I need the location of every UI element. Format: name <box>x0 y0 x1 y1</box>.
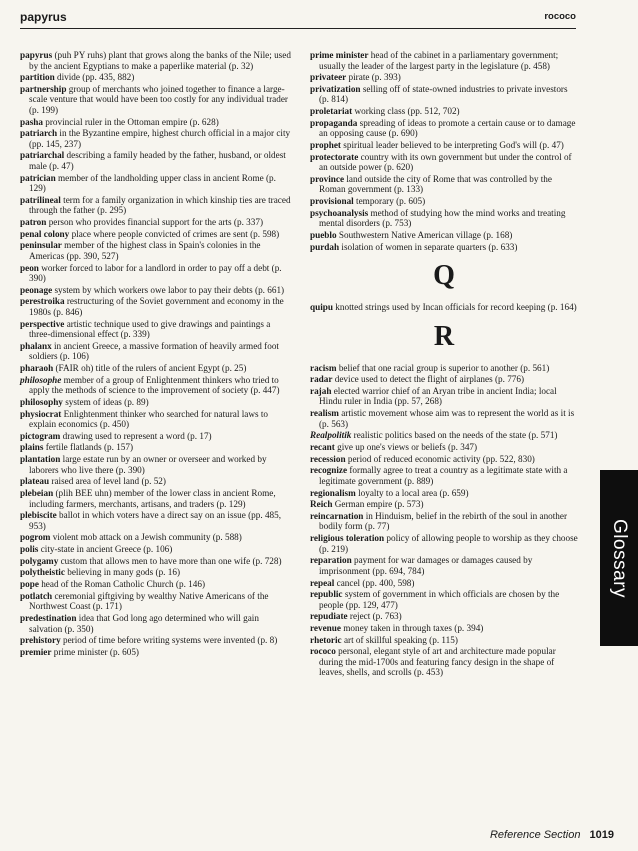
glossary-entry <box>310 208 578 229</box>
glossary-column-left <box>20 50 292 659</box>
glossary-entry <box>20 476 292 487</box>
header-first-term: papyrus <box>20 10 67 24</box>
glossary-definition: restructuring of the Soviet government and economy in the 1980s (p. 846) <box>29 296 284 317</box>
glossary-entry <box>20 117 292 128</box>
glossary-entry <box>20 532 292 543</box>
glossary-definition: ballot in which voters have a direct say on an issue (pp. 485, 953) <box>29 510 282 531</box>
glossary-definition: period of reduced economic activity (pp. 522, 830) <box>347 453 535 464</box>
glossary-entry <box>20 84 292 116</box>
glossary-entry <box>20 431 292 442</box>
glossary-entry <box>20 375 292 396</box>
glossary-entry <box>310 555 578 576</box>
glossary-entry <box>310 50 578 71</box>
glossary-definition: Southwestern Native American village (p. 168) <box>338 229 513 240</box>
glossary-definition: idea that God long ago determined who will gain salvation (p. 350) <box>29 613 259 634</box>
glossary-entry <box>20 442 292 453</box>
glossary-definition: member of the landholding upper class in ancient Rome (p. 129) <box>29 172 276 194</box>
glossary-term: regionalism <box>310 487 356 498</box>
glossary-definition: place where people convicted of crimes are sent (p. 598) <box>71 228 280 239</box>
glossary-entry <box>20 50 292 71</box>
header-last-term: rococo <box>544 11 576 22</box>
glossary-definition: artistic movement whose aim was to represent the world as it is (p. 563) <box>319 408 575 429</box>
glossary-side-tab <box>600 470 638 646</box>
glossary-entry <box>20 240 292 261</box>
glossary-term: religious toleration <box>310 533 385 544</box>
glossary-term: protectorate <box>310 151 359 162</box>
glossary-entry <box>310 611 578 622</box>
glossary-definition: cancel (pp. 400, 598) <box>336 577 415 588</box>
footer-section-label: Reference Section <box>489 829 581 841</box>
glossary-entry <box>310 118 578 139</box>
glossary-term: pictogram <box>20 430 61 441</box>
glossary-entry <box>310 363 578 374</box>
glossary-definition: loyalty to a local area (p. 659) <box>358 487 469 498</box>
glossary-definition: country with its own government but under the control of an outside power (p. 620) <box>319 151 572 173</box>
glossary-entry <box>310 499 578 510</box>
glossary-definition: payment for war damages or damages caused by imprisonment (pp. 694, 784) <box>319 555 533 576</box>
glossary-definition: land outside the city of Rome that was controlled by the Roman government (p. 133) <box>319 173 552 195</box>
glossary-definition: system by which workers owe labor to pay their debts (p. 661) <box>54 284 285 295</box>
glossary-entry <box>310 230 578 241</box>
glossary-definition: elected warrior chief of an Aryan tribe in ancient India; local Hindu ruler in India (pp. 57, 268) <box>319 385 557 407</box>
glossary-entry <box>310 635 578 646</box>
glossary-term: physiocrat <box>20 408 62 419</box>
glossary-entry <box>310 408 578 429</box>
glossary-term: patriarchal <box>20 150 65 161</box>
glossary-definition: isolation of women in separate quarters (p. 633) <box>341 241 518 252</box>
glossary-term: plantation <box>20 454 61 465</box>
glossary-term: rococo <box>310 646 336 657</box>
glossary-entry <box>310 465 578 486</box>
entry-list-q <box>310 302 578 313</box>
glossary-term: prophet <box>310 139 341 150</box>
page-header <box>20 10 576 29</box>
glossary-entry <box>20 72 292 83</box>
glossary-definition: member of the highest class in Spain's colonies in the Americas (pp. 390, 527) <box>29 240 261 261</box>
glossary-term: partition <box>20 72 55 83</box>
glossary-term: recession <box>310 453 346 464</box>
glossary-term: rhetoric <box>310 634 342 645</box>
glossary-term: racism <box>310 362 337 373</box>
glossary-term: plateau <box>20 476 50 487</box>
glossary-term: reparation <box>310 555 352 566</box>
glossary-definition: method of studying how the mind works and treating mental disorders (p. 753) <box>319 207 566 229</box>
glossary-entry <box>310 374 578 385</box>
glossary-entry <box>310 430 578 441</box>
glossary-term: pogrom <box>20 532 51 543</box>
glossary-entry <box>20 556 292 567</box>
glossary-entry <box>20 341 292 362</box>
glossary-entry <box>310 84 578 105</box>
glossary-definition: system of government in which officials are chosen by the people (pp. 129, 477) <box>319 589 560 610</box>
glossary-entry <box>310 302 578 313</box>
glossary-term: plebeian <box>20 488 54 498</box>
glossary-term: peonage <box>20 284 53 295</box>
glossary-entry <box>20 454 292 475</box>
glossary-term: phalanx <box>20 340 52 351</box>
glossary-term: privatization <box>310 83 361 94</box>
glossary-term: quipu <box>310 302 333 313</box>
glossary-entry <box>20 397 292 408</box>
glossary-entry <box>310 533 578 554</box>
glossary-term: recant <box>310 442 335 452</box>
glossary-entry <box>20 613 292 634</box>
glossary-term: rajah <box>310 385 332 396</box>
glossary-term: patriarch <box>20 128 58 139</box>
glossary-entry <box>310 386 578 407</box>
glossary-definition: prime minister (p. 605) <box>53 646 139 657</box>
glossary-definition: give up one's views or beliefs (p. 347) <box>337 442 478 452</box>
glossary-definition: formally agree to treat a country as a legitimate state with a legitimate government (p. 889) <box>319 465 568 486</box>
glossary-definition: in Hinduism, belief in the rebirth of the soul in another bodily form (p. 77) <box>319 510 568 532</box>
glossary-definition: provincial ruler in the Ottoman empire (p. 628) <box>45 116 219 127</box>
glossary-term: Reich <box>310 499 333 510</box>
glossary-definition: personal, elegant style of art and architecture made popular during the mid-1700s and featuring fancy design in the shape of leaves, shells, and scrolls (p. 453) <box>319 646 556 678</box>
glossary-entry <box>310 578 578 589</box>
glossary-definition: (plih BEE uhn) member of the lower class in ancient Rome, including farmers, merchants, artisans, and traders (p. 129) <box>29 488 276 509</box>
glossary-definition: member of a group of Enlightenment thinkers who tried to apply the methods of science to the improvement of society (p. 447) <box>29 374 280 396</box>
glossary-definition: term for a family organization in which kinship ties are traced through the father (p. 295) <box>29 194 291 216</box>
glossary-definition: knotted strings used by Incan officials for record keeping (p. 164) <box>335 302 577 313</box>
glossary-definition: believing in many gods (p. 16) <box>67 567 181 578</box>
glossary-definition: head of the Roman Catholic Church (p. 146) <box>41 579 206 590</box>
glossary-term: province <box>310 173 345 184</box>
glossary-entry <box>310 242 578 253</box>
glossary-term: privateer <box>310 72 347 83</box>
glossary-term: polygamy <box>20 555 59 566</box>
glossary-definition: pirate (p. 393) <box>348 72 401 83</box>
glossary-term: plains <box>20 442 44 453</box>
glossary-column-right <box>310 50 578 679</box>
glossary-term: premier <box>20 646 52 657</box>
glossary-term: recognize <box>310 465 348 476</box>
page-number: 1019 <box>589 829 614 841</box>
glossary-term: prehistory <box>20 635 61 646</box>
glossary-term: patrician <box>20 172 56 183</box>
glossary-entry <box>310 442 578 453</box>
glossary-entry <box>20 285 292 296</box>
glossary-entry <box>20 128 292 149</box>
glossary-entry <box>310 646 578 678</box>
glossary-definition: in ancient Greece, a massive formation of heavily armed foot soldiers (p. 106) <box>29 340 279 362</box>
glossary-definition: art of skillful speaking (p. 115) <box>343 634 458 645</box>
glossary-term: proletariat <box>310 106 353 117</box>
glossary-entry <box>20 647 292 658</box>
glossary-term: pharaoh <box>20 363 54 373</box>
glossary-definition: violent mob attack on a Jewish community (p. 588) <box>52 532 242 543</box>
glossary-entry <box>310 174 578 195</box>
side-tab-label: Glossary <box>609 518 630 598</box>
glossary-entry <box>310 623 578 634</box>
glossary-entry <box>310 454 578 465</box>
glossary-definition: fertile flatlands (p. 157) <box>45 442 134 453</box>
glossary-definition: (puh PY ruhs) plant that grows along the banks of the Nile; used by the ancient Egyptians to make a paperlike material (p. 32) <box>29 50 291 71</box>
glossary-entry <box>20 319 292 340</box>
glossary-definition: worker forced to labor for a landlord in order to pay off a debt (p. 390) <box>29 262 282 284</box>
glossary-term: peon <box>20 262 39 273</box>
glossary-entry <box>20 409 292 430</box>
glossary-definition: reject (p. 763) <box>349 611 402 622</box>
glossary-definition: in the Byzantine empire, highest church official in a major city (pp. 145, 237) <box>29 128 291 149</box>
glossary-term: repeal <box>310 577 335 588</box>
glossary-term: prime minister <box>310 50 369 60</box>
glossary-definition: person who provides financial support for the arts (p. 337) <box>48 217 264 227</box>
glossary-term: radar <box>310 374 333 385</box>
glossary-entry <box>20 173 292 194</box>
glossary-definition: spiritual leader believed to be interpreting God's will (p. 47) <box>343 139 564 150</box>
glossary-entry <box>20 296 292 317</box>
glossary-term: philosophe <box>20 374 62 385</box>
glossary-term: perspective <box>20 318 65 329</box>
glossary-definition: system of ideas (p. 89) <box>65 396 149 407</box>
glossary-term: provisional <box>310 196 354 206</box>
glossary-term: potlatch <box>20 590 53 601</box>
glossary-term: papyrus <box>20 50 53 60</box>
glossary-definition: raised area of level land (p. 52) <box>51 476 166 487</box>
glossary-entry <box>310 106 578 117</box>
glossary-definition: artistic technique used to give drawings and paintings a three-dimensional effect (p. 339) <box>29 318 271 340</box>
glossary-definition: (FAIR oh) title of the rulers of ancient Egypt (p. 25) <box>55 363 247 373</box>
section-letter-q: Q <box>433 260 455 292</box>
glossary-term: reincarnation <box>310 510 364 521</box>
glossary-term: perestroika <box>20 296 65 307</box>
entry-list-r <box>310 363 578 678</box>
glossary-entry <box>310 72 578 83</box>
glossary-entry <box>310 488 578 499</box>
glossary-term: propaganda <box>310 117 358 128</box>
glossary-definition: custom that allows men to have more than one wife (p. 728) <box>60 555 282 566</box>
glossary-entry <box>310 196 578 207</box>
glossary-term: peninsular <box>20 240 62 251</box>
glossary-definition: Enlightenment thinker who searched for natural laws to explain economics (p. 450) <box>29 408 268 430</box>
glossary-definition: describing a family headed by the father, husband, or oldest male (p. 47) <box>29 150 286 171</box>
glossary-definition: working class (pp. 512, 702) <box>354 106 460 117</box>
glossary-entry <box>20 263 292 284</box>
glossary-definition: city-state in ancient Greece (p. 106) <box>40 544 173 555</box>
glossary-definition: period of time before writing systems were invented (p. 8) <box>62 635 278 646</box>
glossary-term: pueblo <box>310 229 337 240</box>
glossary-entry <box>20 217 292 228</box>
glossary-term: revenue <box>310 623 341 634</box>
glossary-definition: large estate run by an owner or overseer and worked by laborers who live there (p. 390) <box>29 454 267 475</box>
glossary-definition: realistic politics based on the needs of the state (p. 571) <box>353 430 558 441</box>
glossary-definition: German empire (p. 573) <box>334 499 424 510</box>
glossary-entry <box>20 488 292 509</box>
glossary-definition: head of the cabinet in a parliamentary government; usually the leader of the largest party in the legislature (p. 458) <box>319 50 559 71</box>
glossary-definition: ceremonial giftgiving by wealthy Native Americans of the Northwest Coast (p. 171) <box>29 590 269 612</box>
glossary-term: repudiate <box>310 611 348 622</box>
glossary-term: realism <box>310 408 339 419</box>
glossary-entry <box>20 567 292 578</box>
glossary-term: pope <box>20 579 39 590</box>
glossary-term: predestination <box>20 613 77 623</box>
section-letter-r: R <box>433 320 455 352</box>
glossary-entry <box>20 579 292 590</box>
glossary-definition: selling off of state-owned industries to private investors (p. 814) <box>319 83 568 105</box>
glossary-term: psychoanalysis <box>310 207 369 218</box>
glossary-entry <box>310 511 578 532</box>
glossary-term: patron <box>20 217 47 227</box>
glossary-entry <box>20 150 292 171</box>
glossary-term: philosophy <box>20 396 63 407</box>
glossary-entry <box>20 591 292 612</box>
entry-list-p-left <box>20 50 292 657</box>
glossary-entry <box>310 152 578 173</box>
glossary-definition: spreading of ideas to promote a certain cause or to damage an opposing cause (p. 690) <box>319 117 576 139</box>
glossary-entry <box>20 229 292 240</box>
glossary-entry <box>20 544 292 555</box>
glossary-definition: policy of allowing people to worship as they choose (p. 219) <box>319 533 578 554</box>
glossary-entry <box>20 363 292 374</box>
page-footer <box>490 829 614 841</box>
glossary-term: polis <box>20 544 39 555</box>
glossary-entry <box>20 510 292 531</box>
entry-list-p-right <box>310 50 578 252</box>
glossary-definition: money taken in through taxes (p. 394) <box>343 623 484 634</box>
glossary-term: Realpolitik <box>310 430 352 441</box>
glossary-definition: temporary (p. 605) <box>356 196 426 206</box>
glossary-term: republic <box>310 589 343 600</box>
glossary-term: penal colony <box>20 228 70 239</box>
glossary-entry <box>310 140 578 151</box>
glossary-entry <box>310 589 578 610</box>
glossary-definition: belief that one racial group is superior to another (p. 561) <box>338 362 550 373</box>
glossary-term: pasha <box>20 116 43 127</box>
glossary-term: patrilineal <box>20 194 61 205</box>
glossary-definition: device used to detect the flight of airplanes (p. 776) <box>334 374 525 385</box>
glossary-entry <box>20 195 292 216</box>
glossary-entry <box>20 635 292 646</box>
glossary-term: plebiscite <box>20 510 57 521</box>
glossary-term: partnership <box>20 83 67 94</box>
glossary-definition: divide (pp. 435, 882) <box>57 72 135 83</box>
glossary-definition: drawing used to represent a word (p. 17) <box>62 430 212 441</box>
glossary-definition: group of merchants who joined together to finance a large-scale venture that would have been too costly for any individual trader (p. 199) <box>29 83 288 115</box>
glossary-term: polytheistic <box>20 567 65 578</box>
glossary-term: purdah <box>310 241 340 252</box>
